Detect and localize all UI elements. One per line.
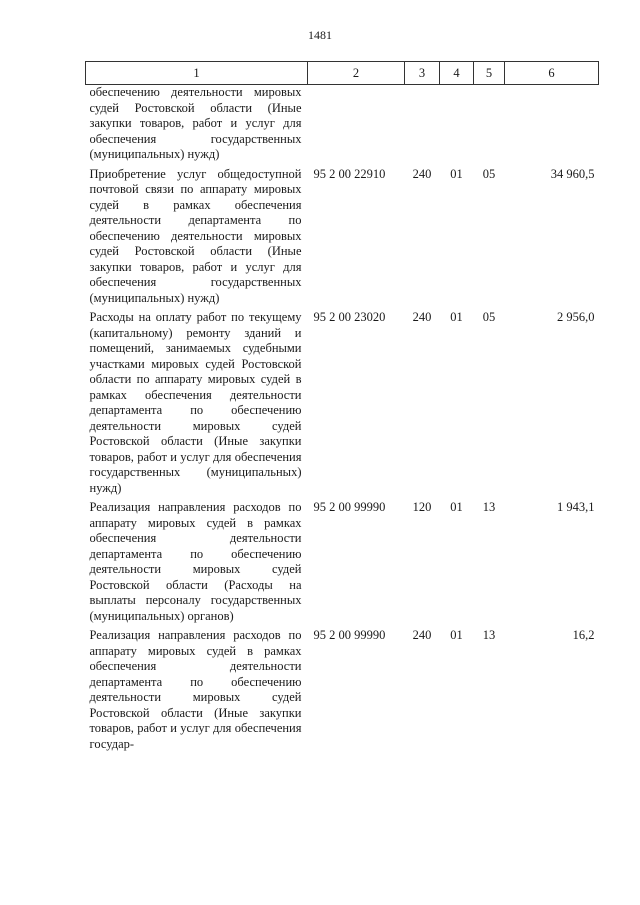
- table-row: [86, 624, 599, 752]
- row-description: Реализация направления расходов по аппарату мировых судей в рамках обеспечения деятельности департамента по обеспечению деятельности мировых судей Ростовской области (Расходы на выплаты персоналу государственных (муниципальных) органов): [89, 500, 302, 623]
- header-col-6: 6: [505, 62, 599, 85]
- header-col-1: 1: [86, 62, 308, 85]
- table-row: [86, 496, 599, 624]
- header-col-3: 3: [405, 62, 440, 85]
- row-expense-type: 240: [412, 166, 432, 181]
- row-section: 01: [450, 310, 463, 324]
- row-subsection: 05: [482, 310, 496, 324]
- table-row: [86, 306, 599, 496]
- row-expense-type: 240: [412, 628, 432, 642]
- row-target-code: 95 2 00 99990: [313, 500, 386, 514]
- row-description: Приобретение услуг общедоступной почтовой связи по аппарату мировых судей в рамках обеспечения деятельности департамента по обеспечению деятельности мировых судей Ростовской области (Иные закупки товаров, работ и услуг для обеспечения государственных (муниципальных) нужд): [89, 166, 302, 305]
- table-header: [86, 62, 599, 85]
- row-amount: 16,2: [572, 628, 595, 642]
- row-amount: 34 960,5: [550, 166, 595, 181]
- row-section: 01: [450, 628, 463, 642]
- row-section: 01: [450, 166, 463, 181]
- row-subsection: [474, 85, 505, 163]
- row-target-code: 95 2 00 99990: [313, 628, 386, 642]
- row-target-code: 95 2 00 22910: [313, 166, 386, 181]
- header-col-2: 2: [308, 62, 405, 85]
- row-target-code: [308, 85, 405, 163]
- row-subsection: 13: [482, 628, 496, 642]
- row-description: Реализация направления расходов по аппарату мировых судей в рамках обеспечения деятельности департамента по обеспечению деятельности мировых судей Ростовской области (Иные закупки товаров, работ и услуг для обеспечения государ-: [89, 628, 302, 751]
- row-subsection: 13: [482, 500, 496, 514]
- row-expense-type: 240: [412, 310, 432, 324]
- row-description: обеспечению деятельности мировых судей Ростовской области (Иные закупки товаров, работ и услуг для обеспечения государственных (муниципальных) нужд): [89, 85, 302, 161]
- row-section: 01: [450, 500, 463, 514]
- row-amount: 2 956,0: [557, 310, 595, 324]
- row-description: Расходы на оплату работ по текущему (капитальному) ремонту зданий и помещений, занимаемых судебными участками мировых судей Ростовской области по аппарату мировых судей в рамках обеспечения деятельности департамента по обеспечению деятельности мировых судей Ростовской области (Иные закупки товаров, работ и услуг для обеспечения государственных (муниципальных) нужд): [89, 310, 302, 495]
- table-row: [86, 163, 599, 307]
- row-target-code: 95 2 00 23020: [313, 310, 386, 324]
- header-col-5: 5: [474, 62, 505, 85]
- budget-table: [85, 61, 599, 752]
- row-amount: [505, 85, 599, 163]
- row-amount: 1 943,1: [557, 500, 595, 514]
- row-expense-type: [405, 85, 440, 163]
- table-row: [86, 85, 599, 163]
- row-subsection: 05: [482, 166, 496, 181]
- row-expense-type: 120: [412, 500, 432, 514]
- row-section: [440, 85, 474, 163]
- page-number: 1481: [308, 28, 332, 42]
- header-col-4: 4: [440, 62, 474, 85]
